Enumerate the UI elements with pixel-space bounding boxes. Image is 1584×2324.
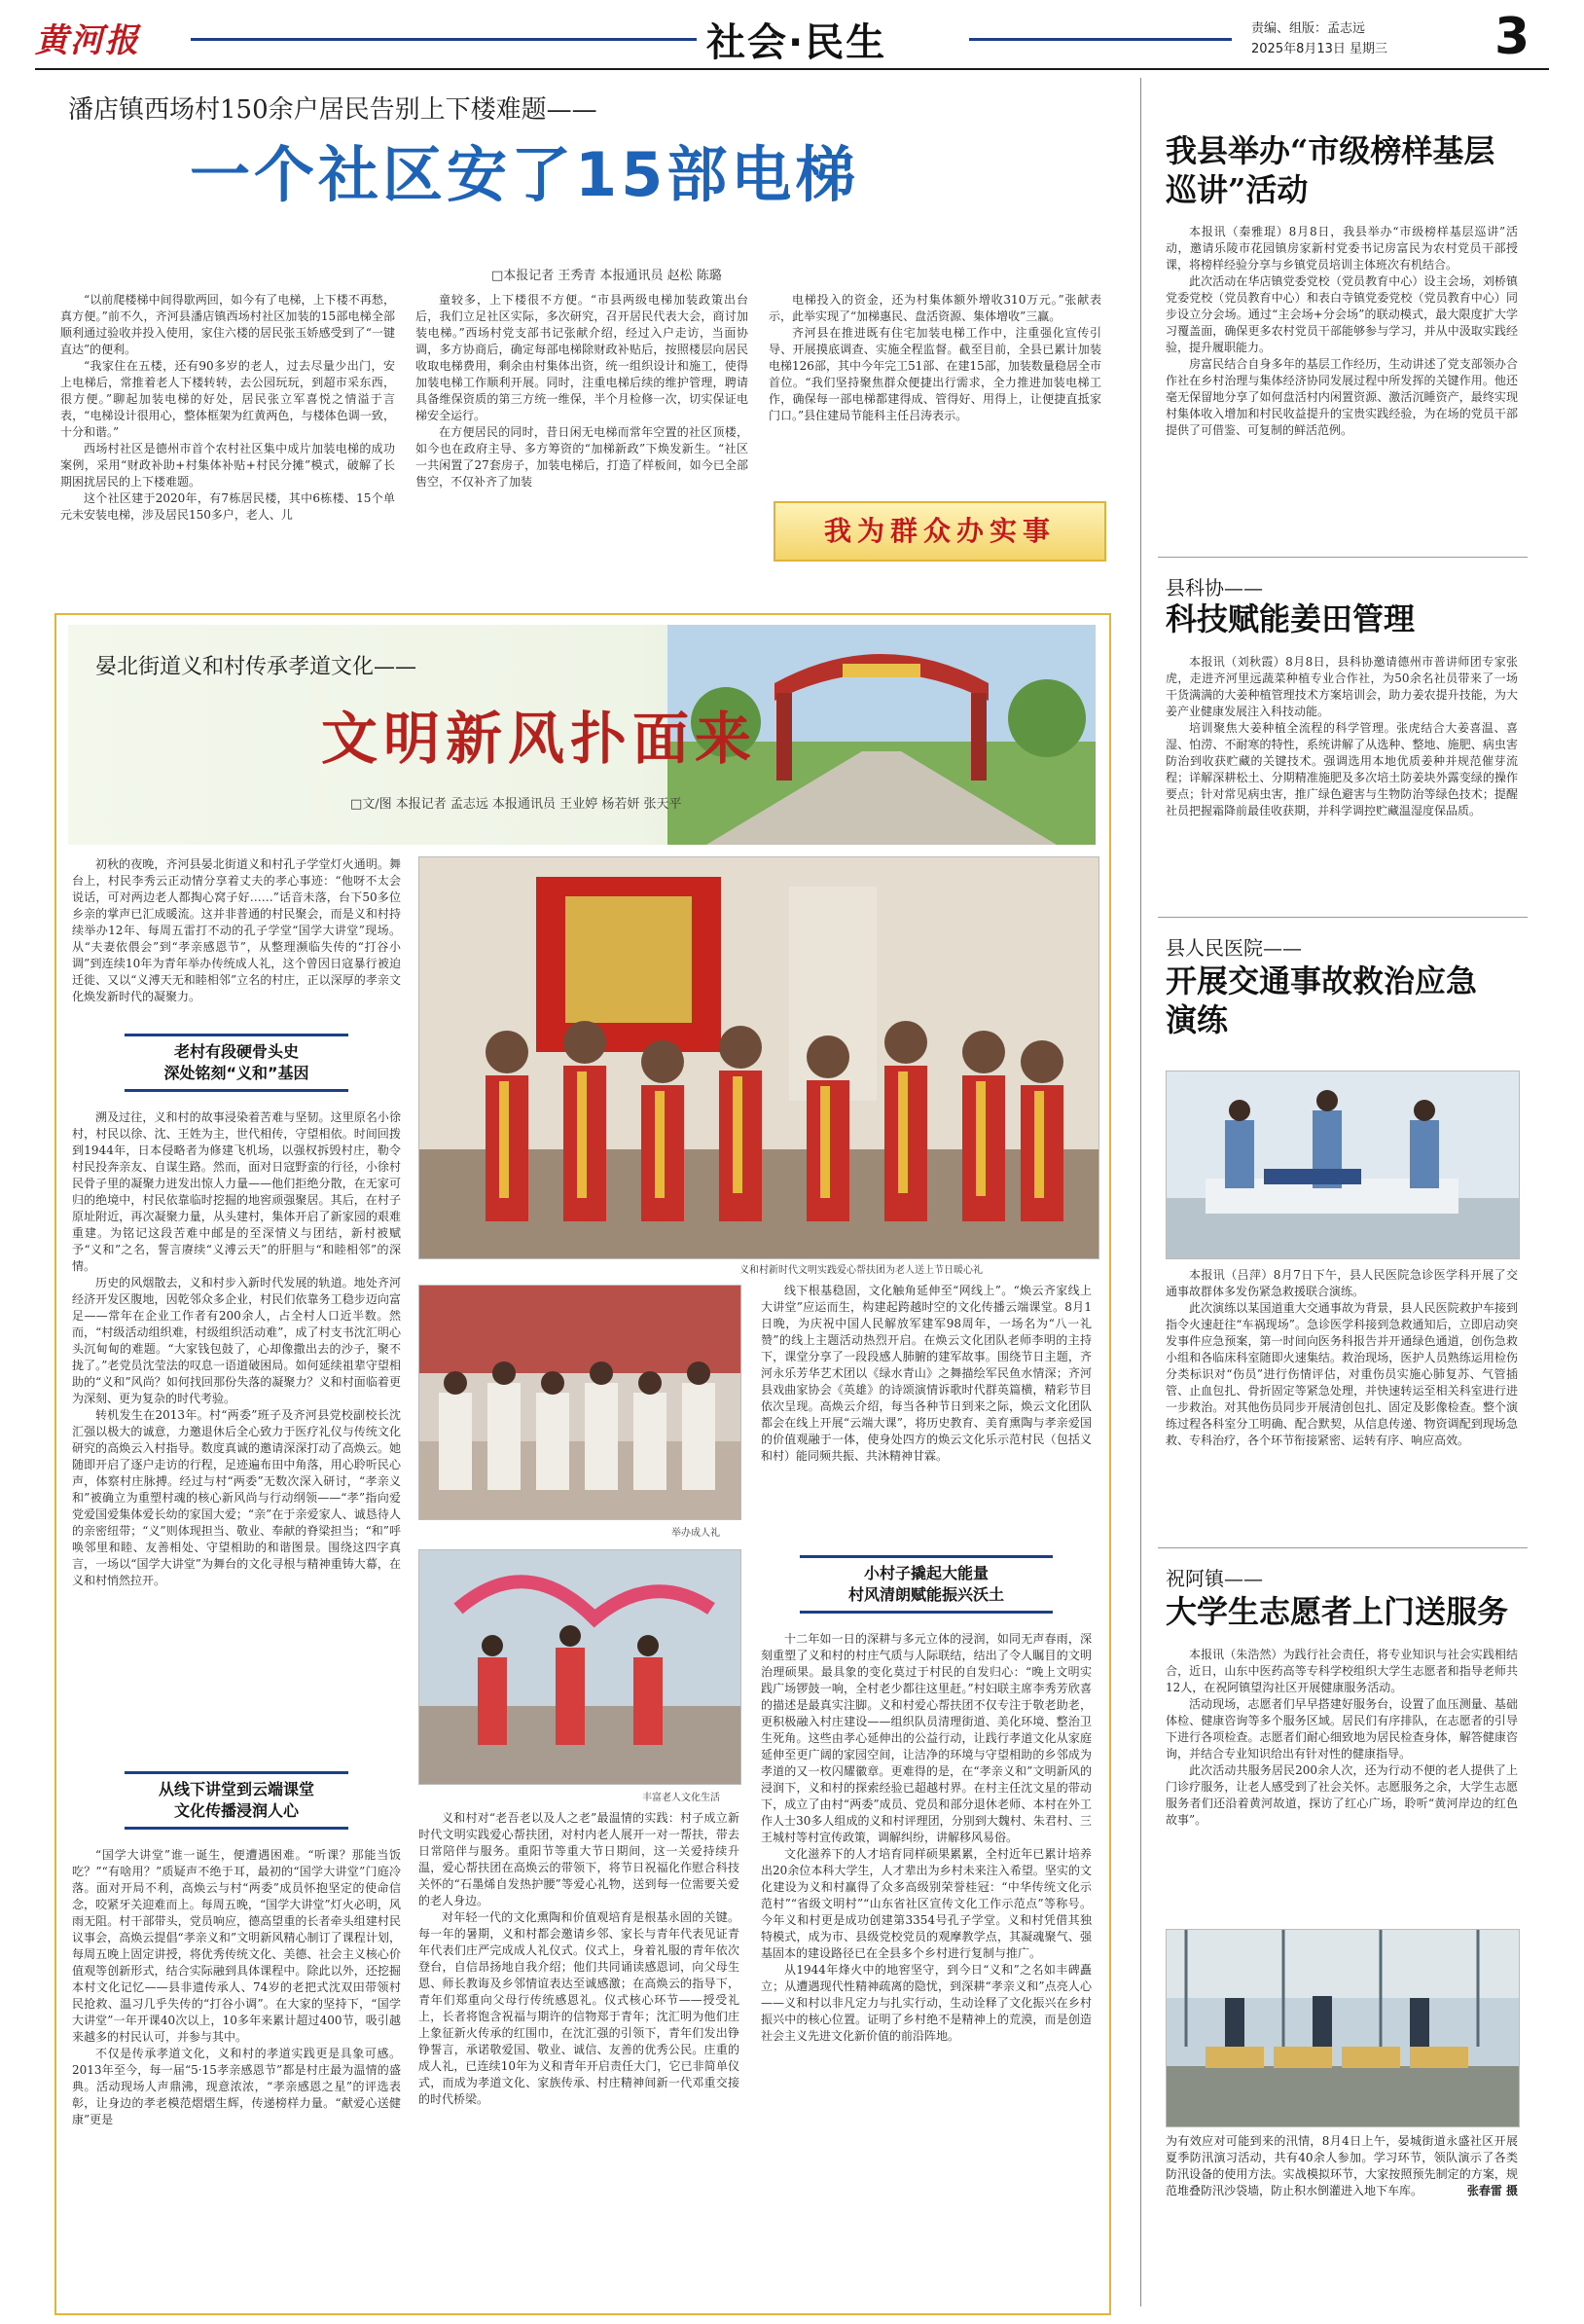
paragraph: “我家住在五楼，还有90多岁的老人，过去尽量少出门，安上电梯后，常推着老人下楼转转，去公园玩玩，到超市采东西，很方便。”聊起加装电梯的好处，居民张立军喜悦之情溢于言表，“电梯设计很用心，整体框架为红黄两色，与楼体色调一致，十分和谐。”	[60, 359, 395, 439]
paragraph: 西场村社区是德州市首个农村社区集中成片加装电梯的成功案例，采用“财政补助+村集体补贴+村民分摊”模式，破解了长期困扰居民的上下楼难题。	[60, 442, 395, 489]
paragraph: 此次活动在华店镇党委党校（党员教育中心）设主会场，刘桥镇党委党校（党员教育中心）和表白寺镇党委党校（党员教育中心）同步设立分会场。通过“主会场+分会场”的联动模式，最大限度扩大学习覆盖面，确保更多农村党员干部能够参与学习，并从中汲取实践经验，提升履职能力。	[1166, 274, 1518, 354]
paragraph: 齐河县在推进既有住宅加装电梯工作中，注重强化宣传引导、开展摸底调查、实施全程监督。截至目前，全县已累计加装电梯126部，其中今年完工51部、在建15部，加装数量稳居全市首位。“我们坚持聚焦群众便捷出行需求，全力推进加装电梯工作，确保每一部电梯都建得成、管得好、用得上，让便捷直抵家门口。”县住建局节能科主任吕涛表示。	[769, 326, 1101, 422]
subhead-line: 村风清朗赋能振兴沃土	[847, 1585, 1004, 1604]
sidebar-story3-kicker: 县人民医院——	[1166, 936, 1302, 960]
paragraph: 不仅是传承孝道文化，义和村的孝道实践更是具象可感。2013年至今，每一届“5·15孝亲感恩节”都是村庄最为温情的盛典。活动现场人声鼎沸，现意浓浓，“孝亲感恩之星”的评选表彰，让身边的孝老模范熠熠生辉，传递榜样力量。“献爱心送健康”更是	[72, 2047, 401, 2126]
subhead-line: 小村子撬起大能量	[863, 1564, 989, 1582]
subhead-line: 文化传播浸润人心	[173, 1801, 299, 1820]
sidebar-story2-body	[1166, 654, 1518, 819]
paragraph: 活动现场，志愿者们早早搭建好服务台，设置了血压测量、基础体检、健康咨询等多个服务区域。居民们有序排队，在志愿者的引导下进行各项检查。志愿者们耐心细致地为居民检查身体，解答健康咨询，并结合专业知识给出有针对性的健康指导。	[1166, 1697, 1518, 1761]
paragraph: 从1944年烽火中的地窖坚守，到今日“义和”之名如丰碑矗立；从遭遇现代性精神疏离的隐忧，到深耕“孝亲义和”点亮人心——义和村以非凡定力与扎实行动，生动诠释了文化振兴在乡村振兴中的核心位置。证明了乡村绝不是精神上的荒漠，而是创造社会主义先进文化新价值的前沿阵地。	[761, 1963, 1092, 2043]
paragraph: 初秋的夜晚，齐河县晏北街道义和村孔子学堂灯火通明。舞台上，村民李秀云正动情分享着丈夫的孝心事迹：“他呀不太会说话，可对两边老人都掏心窝子好……”话音未落，台下50多位乡亲的掌声已汇成暖流。这并非普通的村民聚会，而是义和村持续举办12年、每周五雷打不动的孔子学堂“国学大讲堂”现场。从“夫妻依偎会”到“孝亲感恩节”，从整理濒临失传的“打谷小调”到连续10年为青年举办传统成人礼，这个曾因日寇暴行被迫迁徙、又以“义溥天无和睦相邻”立名的村庄，正以深厚的孝亲文化焕发新时代的凝聚力。	[72, 857, 401, 1003]
sidebar-story4-kicker: 祝阿镇——	[1166, 1567, 1263, 1590]
subhead-2	[125, 1771, 348, 1830]
paragraph: 此次演练以某国道重大交通事故为背景，县人民医院救护车接到指令火速赶往“车祸现场”。急诊医学科接到急救通知后，立即启动突发事件应急预案，第一时间向医务科报告并开通绿色通道，创伤急救小组和各临床科室随即火速集结。救治现场，医护人员熟练运用检伤分类标识对“伤员”进行伤情评估，对重伤员实施心肺复苏、气管插管、止血包扎、骨折固定等紧急处理，并快速转运至相关科室进行进一步救治。对其他伤员同步开展清创包扎、固定及影像检查。整个演练过程各科室分工明确、配合默契，从信息传递、物资调配到现场急救、专科治疗，各个环节衔接紧密、运转有序、响应高效。	[1166, 1301, 1518, 1447]
paragraph: 历史的风烟散去，义和村步入新时代发展的轨道。地处齐河经济开发区腹地，因乾邻众多企业，村民们依靠务工稳步迈向富足——常年在企业工作者有200余人，占全村人口近半数。然而，“村级活动组织难，村级组织活动难”，成了村支书沈汇明心头沉甸甸的难题。“大家钱包鼓了，心却像撒出去的沙子，聚不拢了。”老党员沈莹法的叹息一语道破困局。如何延续祖辈守望相助的“义和”风尚？如何找回那份失落的凝聚力？义和村面临着更为深刻、更为复杂的时代考验。	[72, 1276, 401, 1405]
section-title: 社会·民生	[706, 20, 887, 65]
photo-flood-drill	[1166, 1929, 1520, 2127]
masthead	[35, 8, 1549, 66]
paragraph: “国学大讲堂”谁一诞生，便遭遇困难。“听课？那能当饭吃？”“有啥用？”质疑声不绝于耳，最初的“国学大讲堂”门庭冷落。面对开局不利，高焕云与村“两委”成员怀抱坚定的使命信念，咬紧牙关迎难而上。每周五晚，“国学大讲堂”灯火必明，风雨无阻。村干部带头，党员响应，德高望重的长者牵头组建村民议事会，高焕云提倡“孝亲义和”文明新风精心制订了课程计划，每周五晚上固定讲授，将优秀传统文化、美德、社会主义核心价值观等创新形式，结合实际融到具体课程中。除此以外，还挖掘本村文化记忆——县非遗传承人、74岁的老把式沈双田带领村民抢救、温习几乎失传的“打谷小调”。在大家的坚持下，“国学大讲堂”一年开课40次以上，10多年来累计超过400节，吸引越来越多的村民认可，并参与其中。	[72, 1848, 401, 2044]
sidebar-story1-body	[1166, 224, 1518, 439]
paragraph: 本报讯（刘秋霞）8月8日，县科协邀请德州市普讲师团专家张虎，走进齐河里远蔬菜种植专业合作社，为50余名社员带来了一场干货满满的大姜种植管理技术方案培训会，助力姜农提升技能，为大姜产业健康发展注入科技动能。	[1166, 655, 1518, 718]
editor-credit: 责编、组版：孟志远	[1251, 21, 1366, 36]
feature-title: 文明新风扑面来	[321, 706, 758, 772]
lead-column-1	[60, 292, 395, 524]
photo-coming-of-age	[418, 1285, 741, 1520]
photo-emergency-drill	[1166, 1071, 1520, 1259]
subhead-line: 深处铭刻“义和”基因	[163, 1064, 309, 1082]
photo-credit: 张春雷 摄	[1466, 2184, 1518, 2197]
service-banner: 我为群众办实事	[774, 501, 1106, 562]
photo-illustration	[1167, 1930, 1519, 2126]
photo-caption-adult: 举办成人礼	[671, 1528, 720, 1539]
paragraph: 培训聚焦大姜种植全流程的科学管理。张虎结合大姜喜温、喜湿、怕涝、不耐寒的特性，系统讲解了从选种、整地、施肥、病虫害防治到收获贮藏的关键技术。强调选用本地优质姜种并规范催芽流程；详解深耕松土、分期精准施肥及多次培土防姜块外露变绿的操作要点；针对常见病虫害，推广绿色避害与生物防治等绿色技术；提醒社员把握霜降前最佳收获期，并科学调控贮藏温湿度保品质。	[1166, 721, 1518, 817]
photo-illustration	[419, 1286, 740, 1519]
photo-elderly-gift	[418, 856, 1099, 1259]
subhead-line: 老村有段硬骨头史	[173, 1042, 299, 1061]
page-number: 3	[1494, 8, 1530, 66]
photo-caption-main: 义和村新时代文明实践爱心帮扶团为老人送上节日暖心礼	[739, 1265, 983, 1276]
sidebar-story2-kicker: 县科协——	[1166, 576, 1263, 599]
feature-column-d	[761, 1631, 1092, 2045]
lead-column-2	[415, 292, 748, 490]
sidebar-story3-title: 开展交通事故救治应急演练	[1166, 962, 1478, 1038]
paragraph: 这个社区建于2020年，有7栋居民楼，其中6栋楼、15个单元未安装电梯，涉及居民150多户，老人、儿	[60, 491, 395, 522]
caption-text: 为有效应对可能到来的汛情，8月4日上午，晏城街道永盛社区开展夏季防汛演习活动，共有40余人参加。学习环节，领队演示了各类防汛设备的使用方法。实战模拟环节，大家按照预先制定的方案，规范堆叠防汛沙袋墙，防止积水倒灌进入地下车库。	[1166, 2134, 1518, 2197]
paragraph: “以前爬楼梯中间得歇两回，如今有了电梯，上下楼不再愁，真方便。”前不久，齐河县潘店镇西场村社区加装的15部电梯全部顺利通过验收并投入使用，家住六楼的居民张玉娇感受到了“一键直达”的便利。	[60, 293, 395, 356]
sidebar-story1-title: 我县举办“市级榜样基层巡讲”活动	[1166, 132, 1495, 208]
lead-kicker: 潘店镇西场村150余户居民告别上下楼难题——	[68, 95, 597, 125]
paragraph: 本报讯（朱浩然）为践行社会责任，将专业知识与社会实践相结合，近日，山东中医药高等专科学校组织大学生志愿者和指导老师共12人，在祝阿镇望沟社区开展健康服务活动。	[1166, 1648, 1518, 1694]
feature-kicker: 晏北街道义和村传承孝道文化——	[95, 655, 417, 679]
photo-illustration	[419, 857, 1098, 1258]
paragraph: 对年轻一代的文化熏陶和价值观培育是根基永固的关键。每一年的暑期，义和村都会邀请乡邻、家长与青年代表见证青年代表们庄严完成成人礼仪式。仪式上，身着礼服的青年依次登台，自信昂扬地自我介绍；他们共同诵读感恩词，向父母生恩、师长教诲及乡邻情谊表达至诚感激；在高焕云的指导下，青年们郑重向父母行传统感恩礼。仪式核心环节——授受礼上，长者将饱含祝福与期许的信物郑于青年；沈汇明为他们庄上象征新火传承的红围巾，在沈汇强的引领下，青年们发出铮铮誓言，承诺敬爱国、敬业、诚信、友善的优秀公民。庄重的成人礼，已连续10年为义和青年开启责任大门，它已非简单仪式，而成为孝道文化、家族传承、村庄精神间新一代邓重交接的时代桥梁。	[418, 1910, 739, 2106]
paragraph: 本报讯（秦雅琨）8月8日，我县举办“市级榜样基层巡讲”活动，邀请乐陵市花园镇房家新村党委书记房富民为农村党员干部授课，将榜样经验分享与乡镇党员培训主体班次有机结合。	[1166, 225, 1518, 272]
subhead-3	[800, 1555, 1053, 1614]
feature-byline: □文/图 本报记者 孟志远 本报通讯员 王业婷 杨若妍 张天平	[350, 797, 682, 812]
sidebar-story2-title: 科技赋能姜田管理	[1166, 600, 1416, 637]
photo-caption-dance: 丰富老人文化生活	[642, 1793, 720, 1803]
paragraph: 转机发生在2013年。村“两委”班子及齐河县党校副校长沈汇强以极大的诚意，力邀退休后全心致力于医疗礼仪与传统文化研究的高焕云入村指导。数度真诚的邀请深深打动了高焕云。她随即开启了逐户走访的行程，足迹遍布田中角落，用心聆听民心声，体察村庄脉搏。经过与村“两委”无数次深入研讨，“孝亲义和”被确立为重塑村魂的核心新风尚与行动纲领——“孝”指向爱党爱国爱集体爱长幼的家国大爱；“亲”在于亲爱家人、诚恳待人的亲密纽带；“义”则体现担当、敬业、奉献的脊梁担当；“和”呼唤邻里和睦、友善相处、守望相助的和谐图景。围绕这四字真言，一场以“国学大讲堂”为舞台的文化寻根与精神重铸大幕，在义和村悄然拉开。	[72, 1408, 401, 1587]
sidebar-story3-body	[1166, 1267, 1518, 1449]
photo-illustration	[1167, 1071, 1519, 1258]
subhead-line: 从线下讲堂到云端课堂	[158, 1780, 314, 1798]
feature-column-c	[761, 1283, 1092, 1465]
sidebar-story4-title: 大学生志愿者上门送服务	[1166, 1593, 1509, 1630]
paragraph: 电梯投入的资金，还为村集体额外增收310万元。”张献表示，此举实现了“加梯惠民、盘活资源、集体增收”三赢。	[769, 293, 1101, 323]
issue-date: 2025年8月13日 星期三	[1251, 42, 1388, 56]
feature-section-1	[72, 1109, 401, 1589]
sidebar-story4-body	[1166, 1647, 1518, 1829]
photo-illustration	[419, 1550, 740, 1784]
paragraph: 此次活动共服务居民200余人次，还为行动不便的老人提供了上门诊疗服务，让老人感受到了社会关怀。志愿服务之余，大学生志愿服务者们还沿着黄河故道，探访了红心广场，聆听“黄河岸边的红色故事”。	[1166, 1763, 1518, 1827]
paragraph: 童较多，上下楼很不方便。“市县两级电梯加装政策出台后，我们立足社区实际，多次研究，召开居民代表大会，商讨加装电梯。”西场村党支部书记张献介绍，经过入户走访，当面协调，多方协商后，确定每部电梯除财政补贴后，按照楼层向居民收取电梯费用，剩余由村集体出资，统一组织设计和施工，使得加装电梯工作顺利开展。同时，注重电梯后续的维护管理，聘请具备维保资质的第三方统一维保，半个月检修一次，切实保证电梯安全运行。	[415, 293, 748, 422]
subhead-1	[125, 1034, 348, 1092]
paragraph: 文化滋养下的人才培育同样硕果累累，全村近年已累计培养出20余位本科大学生，人才辈出为乡村未来注入希望。坚实的文化建设为义和村赢得了众多高级别荣誉桂冠：“中华传统文化示范村”“省级文明村”“山东省社区宣传文化工作示范点”等称号。今年义和村更是成功创建第3354号孔子学堂。义和村凭借其独特模式，成为市、县级党校党员的观摩教学点，其凝魂聚气、强基固本的建设路径已在全县多个乡村进行复制与推广。	[761, 1847, 1092, 1960]
feature-intro	[72, 856, 401, 1005]
paragraph: 房富民结合自身多年的基层工作经历，生动讲述了党支部领办合作社在乡村治理与集体经济协同发展过程中所发挥的关键作用。他还毫无保留地分享了如何盘活村内闲置资源、激活沉睡资产，最终实现村集体收入增加和村民收益提升的宝贵实践经验，为在场的党员干部提供了可借鉴、可复制的鲜活范例。	[1166, 357, 1518, 437]
paragraph: 本报讯（吕萍）8月7日下午，县人民医院急诊医学科开展了交通事故群体多发伤紧急救援联合演练。	[1166, 1268, 1518, 1298]
paragraph: 十二年如一日的深耕与多元立体的浸润，如同无声春雨，深刻重塑了义和村的村庄气质与人际联结，结出了令人瞩目的文明治理硕果。最具象的变化莫过于村民的自发归心：“晚上文明实践广场锣鼓一响，全村老少都往这里赶。”村妇联主席李秀芳欣喜的描述是最真实注脚。义和村爱心帮扶团不仅专注于敬老助老，更积极融入村庄建设——组织队员清理街道、美化环境、整治卫生死角。这些由孝心延伸出的公益行动，让践行孝道文化从家庭延伸至更广阔的家园空间，让洁净的环境与守望相助的乡邻成为孝道的又一枚闪耀徽章。更难得的是，在“孝亲义和”文明新风的浸润下，义和村的探索经验已超越村界。在村主任沈文星的带动下，成立了由村“两委”成员、党员和部分退休老师、本村在外工作人士30多人组成的义和村评理团，分别到大魏村、朱君村、三王城村等村宣传政策，调解纠纷，讲解移风易俗。	[761, 1632, 1092, 1844]
photo-dance	[418, 1549, 741, 1785]
paragraph: 在方便居民的同时，昔日闲无电梯而常年空置的社区顶楼，如今也在政府主导、多方筹资的“加梯新政”下焕发新生。“社区一共闲置了27套房子，加装电梯后，打造了样板间，如今已全部售空，不仅补齐了加装	[415, 425, 748, 489]
paragraph: 线下根基稳固，文化触角延伸至“网线上”。“焕云齐家线上大讲堂”应运而生，构建起跨越时空的文化传播云端课堂。8月1日晚，为庆祝中国人民解放军建军98周年，一场名为“八一礼赞”的线上主题活动热烈开启。在焕云文化团队老师李明的主持下，课堂分享了一段段感人肺腑的建军故事。围绕节日主题，齐河永乐芳华艺术团以《绿水青山》之舞描绘军民鱼水情深；齐河县戏曲家协会《英雄》的诗颂演情诉歌时代群英篇横，精彩节目依次呈现。高焕云介绍，每当各种节日到来之际，焕云文化团队都会在线上开展“云端大课”，将历史教育、美育熏陶与孝亲爱国的价值观融于一体，使身处四方的焕云文化乐示范村民（包括义和村）能同频共振、共沐精神甘霖。	[761, 1284, 1092, 1463]
paragraph: 溯及过往，义和村的故事浸染着苦难与坚韧。这里原名小徐村，村民以徐、沈、王姓为主，世代相传，守望相依。时间回拨到1944年，日本侵略者为修建飞机场，以强权拆毁村庄，勒令村民投奔亲友、自谋生路。然而，面对日寇野蛮的行径，小徐村民骨子里的凝聚力迸发出惊人力量——他们拒绝分散，在无家可归的绝境中，村民依靠临时挖掘的地窖顽强聚居。其后，在村子原址附近，再次凝聚力量，从头建村，集体开启了新家园的艰难重建。为铭记这段苦难中邮是的至深情义与团结，新村被赋予“义和”之名，誓言赓续“义溥云天”的肝胆与“和睦相邻”的深情。	[72, 1110, 401, 1273]
lead-byline: □本报记者 王秀青 本报通讯员 赵松 陈璐	[491, 269, 722, 283]
lead-title: 一个社区安了15部电梯	[190, 139, 860, 210]
flood-photo-caption	[1166, 2133, 1518, 2199]
lead-column-3	[769, 292, 1101, 424]
paper-logo: 黄河报	[35, 21, 140, 60]
feature-column-b	[418, 1810, 739, 2108]
paragraph: 义和村对“老吾老以及人之老”最温情的实践：村子成立新时代文明实践爱心帮扶团，对村内老人展开一对一帮扶，带去日常陪伴与服务。重阳节等重大节日期间，这一关爱持续升温，爱心帮扶团在高焕云的带领下，将节日祝福化作慰合科技关怀的“石墨烯自发热护腰”等爱心礼物，送到每一位需要关爱的老人身边。	[418, 1811, 739, 1907]
feature-section-2	[72, 1847, 401, 2128]
